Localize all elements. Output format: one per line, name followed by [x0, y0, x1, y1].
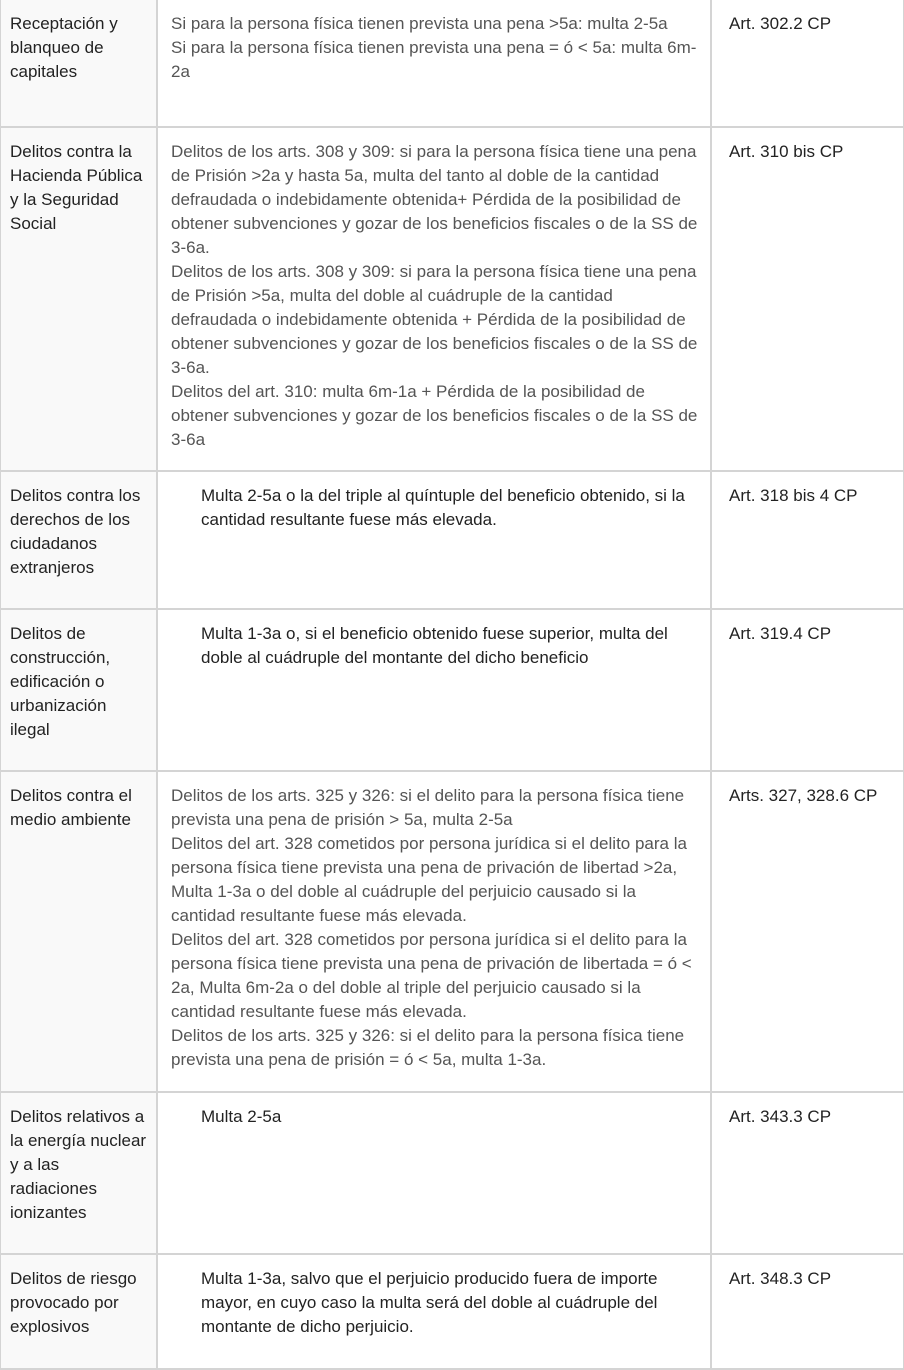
- table-row: [0, 609, 904, 771]
- crime-category-cell: Delitos relativos a la energía nuclear y a las radiaciones ionizantes: [0, 1092, 157, 1254]
- penalty-text: Delitos de los arts. 325 y 326: si el delito para la persona física tiene prevista una pena de prisión = ó < 5a, multa 1-3a.: [171, 1026, 685, 1069]
- penalty-text: Delitos de los arts. 308 y 309: si para la persona física tiene una pena de Prisión >5a, multa del doble al cuádruple de la cantidad defraudada o indebidamente obtenida + Pérdida de la posibilidad de obtener subvenciones y gozar de los beneficios fiscales o de la SS de 3-6a.: [171, 262, 698, 377]
- penalty-cell: [157, 609, 711, 771]
- article-reference-cell: Art. 319.4 CP: [711, 609, 904, 771]
- penalty-text: Multa 1-3a o, si el beneficio obtenido fuese superior, multa del doble al cuádruple del montante del dicho beneficio: [201, 624, 668, 667]
- table-row: [0, 771, 904, 1092]
- penalty-cell: [157, 1092, 711, 1254]
- penalty-cell: [157, 771, 711, 1092]
- article-reference-cell: Arts. 327, 328.6 CP: [711, 771, 904, 1092]
- penalty-cell: [157, 0, 711, 127]
- article-reference-cell: Art. 302.2 CP: [711, 0, 904, 127]
- penalty-text: Si para la persona física tienen prevista una pena = ó < 5a: multa 6m-2a: [171, 38, 697, 81]
- penalty-text: Delitos del art. 328 cometidos por persona jurídica si el delito para la persona física tiene prevista una pena de privación de libertad >2a, Multa 1-3a o del doble al cuádruple del perjuicio causado si la cantidad resultante fuese más elevada.: [171, 834, 687, 925]
- crime-category-cell: Delitos contra la Hacienda Pública y la Seguridad Social: [0, 127, 157, 471]
- penalty-text: Delitos de los arts. 325 y 326: si el delito para la persona física tiene prevista una pena de prisión > 5a, multa 2-5a: [171, 786, 685, 829]
- penalty-text: Delitos de los arts. 308 y 309: si para la persona física tiene una pena de Prisión >2a y hasta 5a, multa del tanto al doble de la cantidad defraudada o indebidamente obtenida+ Pérdida de la posibilidad de obtener subvenciones y gozar de los beneficios fiscales o de la SS de 3-6a.: [171, 142, 698, 257]
- crime-category-cell: Receptación y blanqueo de capitales: [0, 0, 157, 127]
- article-reference-cell: Art. 348.3 CP: [711, 1254, 904, 1369]
- article-reference-cell: Art. 318 bis 4 CP: [711, 471, 904, 609]
- penalty-cell: [157, 127, 711, 471]
- article-reference-cell: Art. 343.3 CP: [711, 1092, 904, 1254]
- crime-category-cell: Delitos contra los derechos de los ciudadanos extranjeros: [0, 471, 157, 609]
- penalty-text: Delitos del art. 310: multa 6m-1a + Pérdida de la posibilidad de obtener subvenciones y gozar de los beneficios fiscales o de la SS de 3-6a: [171, 382, 698, 449]
- penalty-cell: [157, 1254, 711, 1369]
- table-row: [0, 1092, 904, 1254]
- penalty-text: Multa 1-3a, salvo que el perjuicio producido fuera de importe mayor, en cuyo caso la multa será del doble al cuádruple del montante de dicho perjuicio.: [201, 1269, 658, 1336]
- penalty-text: Delitos del art. 328 cometidos por persona jurídica si el delito para la persona física tiene prevista una pena de privación de libertada = ó < 2a, Multa 6m-2a o del doble al triple del perjuicio causado si la cantidad resultante fuese más elevada.: [171, 930, 692, 1021]
- crime-category-cell: Delitos de riesgo provocado por explosivos: [0, 1254, 157, 1369]
- table-row: [0, 127, 904, 471]
- table-row: [0, 471, 904, 609]
- penalty-text: Multa 2-5a: [201, 1107, 282, 1126]
- penalty-cell: [157, 471, 711, 609]
- crime-category-cell: Delitos de construcción, edificación o urbanización ilegal: [0, 609, 157, 771]
- table-row: [0, 1254, 904, 1369]
- table-row: [0, 0, 904, 127]
- penalty-text: Si para la persona física tienen prevista una pena >5a: multa 2-5a: [171, 14, 668, 33]
- penalty-text: Multa 2-5a o la del triple al quíntuple del beneficio obtenido, si la cantidad resultante fuese más elevada.: [201, 486, 685, 529]
- crime-category-cell: Delitos contra el medio ambiente: [0, 771, 157, 1092]
- article-reference-cell: Art. 310 bis CP: [711, 127, 904, 471]
